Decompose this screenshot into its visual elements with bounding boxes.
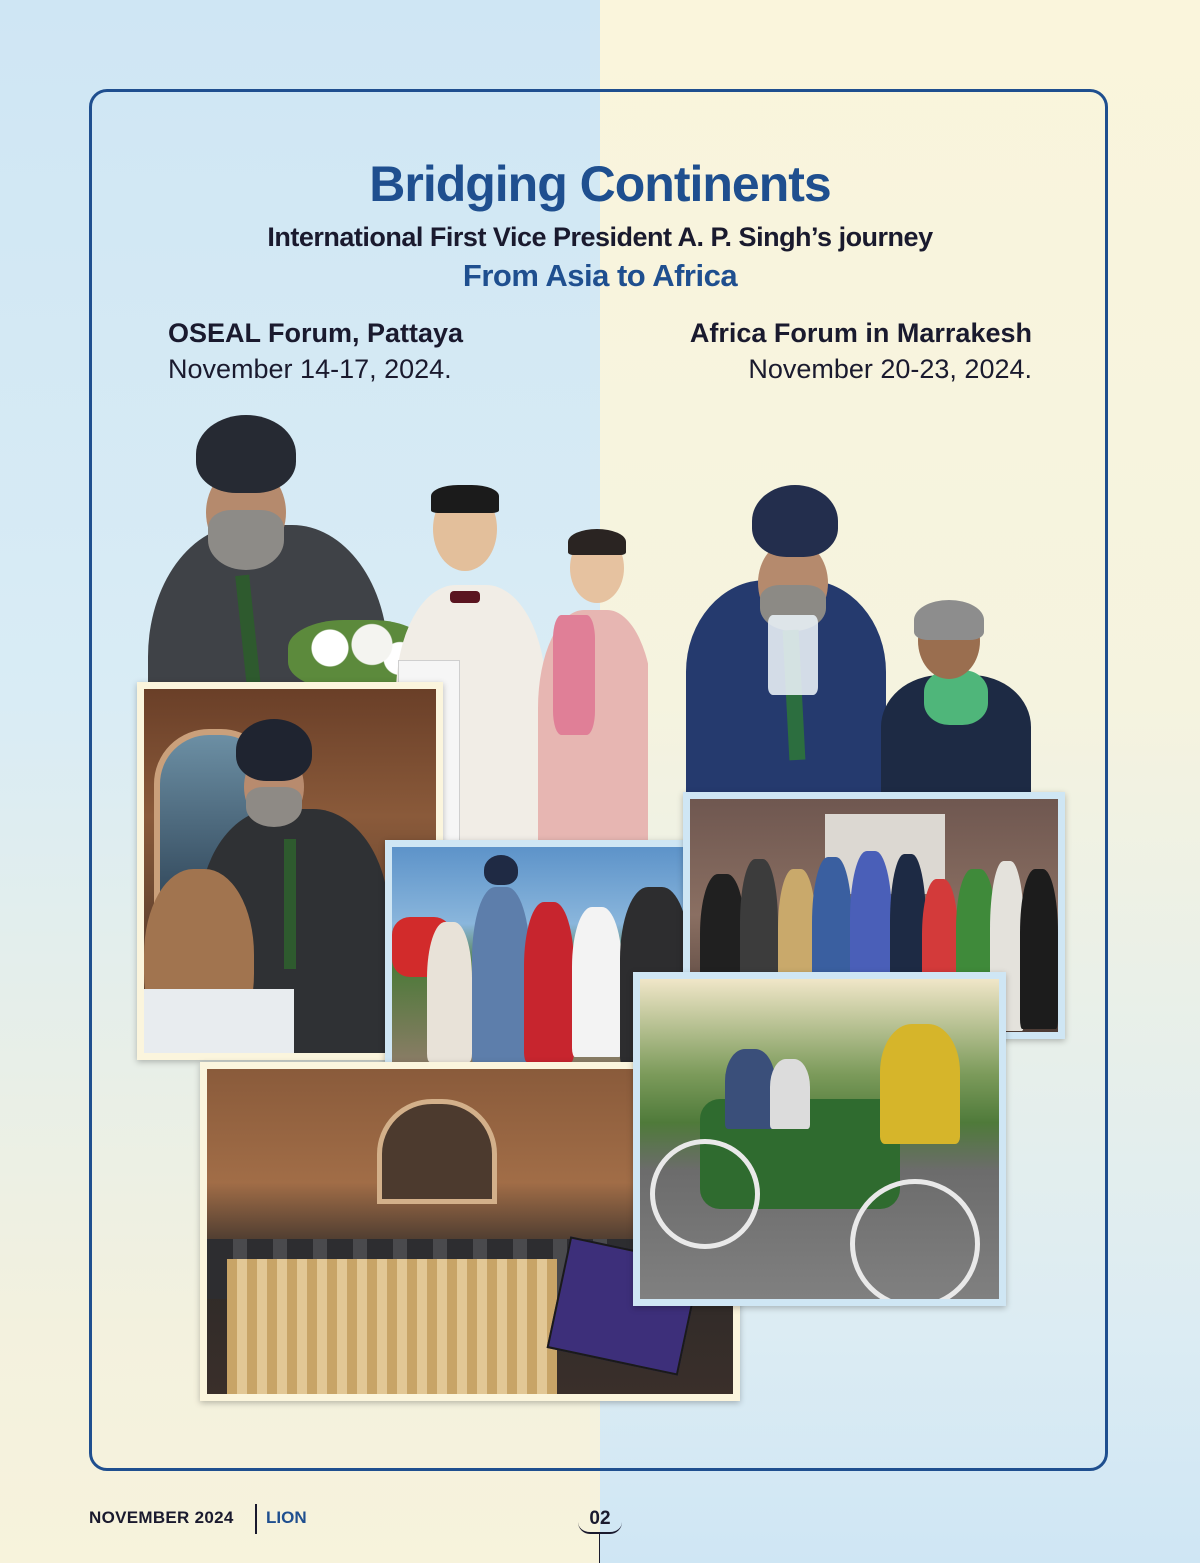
page-number: 02	[589, 1508, 611, 1529]
photo-africa-carriage	[633, 972, 1006, 1306]
footer-separator	[255, 1504, 257, 1534]
event-oseal-date: November 14-17, 2024.	[168, 354, 452, 384]
page-number-ornament	[578, 1522, 622, 1534]
page-subtitle-route: From Asia to Africa	[462, 258, 738, 293]
event-africa-name: Africa Forum in Marrakesh	[689, 318, 1032, 348]
page-center-line	[599, 1534, 600, 1563]
event-oseal	[168, 315, 463, 387]
footer-magazine-name: LION	[266, 1508, 307, 1527]
footer-issue-date: NOVEMBER 2024	[89, 1508, 234, 1527]
page-title: Bridging Continents	[369, 156, 831, 212]
page-subtitle: International First Vice President A. P. Singh’s journey	[267, 222, 933, 252]
event-oseal-name: OSEAL Forum, Pattaya	[168, 318, 464, 348]
photo-africa-cutout	[686, 485, 1036, 795]
event-africa-date: November 20-23, 2024.	[748, 354, 1032, 384]
event-africa	[690, 315, 1032, 387]
